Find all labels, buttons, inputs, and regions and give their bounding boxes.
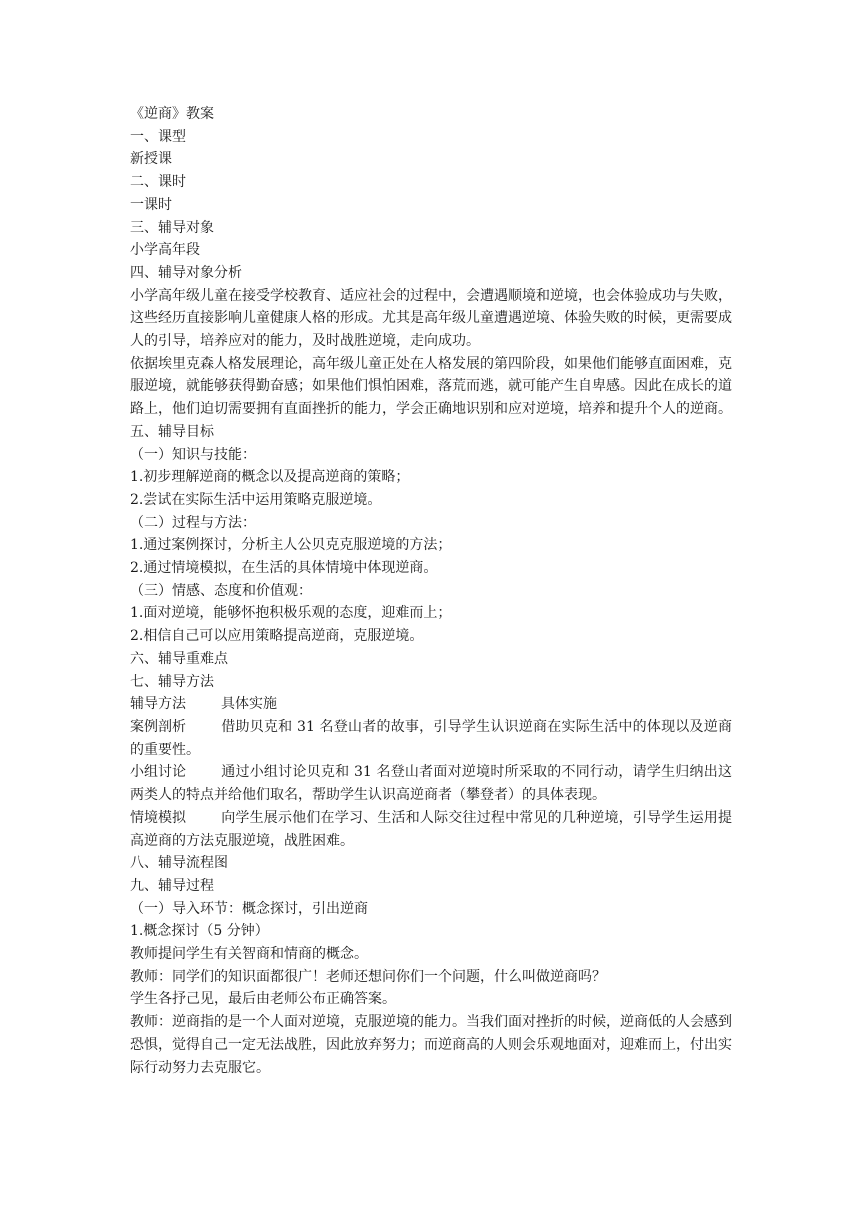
target-group-text: 小学高年段 (130, 242, 200, 259)
process-paragraph: 教师提问学生有关智商和情商的概念。 (130, 946, 368, 963)
document-title: 《逆商》教案 (130, 106, 214, 122)
process-paragraph: 教师：逆商指的是一个人面对逆境，克服逆境的能力。当我们面对挫折的时候，逆商低的人会感到恐惧，觉得自己一定无法战胜，因此放弃努力；而逆商高的人则会乐观地面对，迎难而上，付出实际行动努力去克服它。 (130, 1014, 732, 1076)
method-description: 向学生展示他们在学习、生活和人际交往过程中常见的几种逆境，引导学生运用提高逆商的方法克服逆境，战胜困难。 (130, 809, 732, 849)
goal-item: 1.面对逆境，能够怀抱积极乐观的态度，迎难而上； (130, 605, 452, 622)
goal-subheading-process: （二）过程与方法： (130, 514, 256, 531)
methods-header-method: 辅导方法 (130, 696, 186, 713)
process-item: 1.概念探讨（5 分钟） (130, 923, 269, 940)
section-heading-flowchart: 八、辅导流程图 (130, 855, 228, 872)
process-paragraph: 教师：同学们的知识面都很广！老师还想问你们一个问题，什么叫做逆商吗？ (130, 968, 606, 985)
class-hours-text: 一课时 (130, 196, 172, 213)
method-description: 借助贝克和 31 名登山者的故事，引导学生认识逆商在实际生活中的体现以及逆商的重要性。 (130, 718, 732, 758)
section-heading-target-analysis: 四、辅导对象分析 (130, 264, 242, 281)
goal-item: 2.尝试在实际生活中运用策略克服逆境。 (130, 491, 382, 508)
section-heading-goals: 五、辅导目标 (130, 423, 214, 440)
target-analysis-paragraph: 小学高年级儿童在接受学校教育、适应社会的过程中，会遭遇顺境和逆境，也会体验成功与失败，这些经历直接影响儿童健康人格的形成。尤其是高年级儿童遭遇逆境、体验失败的时候，更需要成人的引导，培养应对的能力，及时战胜逆境，走向成功。 (130, 287, 732, 350)
lesson-type-text: 新授课 (130, 151, 172, 168)
section-heading-target-group: 三、辅导对象 (130, 219, 214, 236)
section-heading-key-points: 六、辅导重难点 (130, 650, 228, 667)
section-heading-process: 九、辅导过程 (130, 877, 214, 894)
goal-subheading-knowledge: （一）知识与技能： (130, 446, 256, 463)
method-description: 通过小组讨论贝克和 31 名登山者面对逆境时所采取的不同行动，请学生归纳出这两类人的特点并给他们取名，帮助学生认识高逆商者（攀登者）的具体表现。 (130, 764, 732, 804)
method-label: 小组讨论 (130, 764, 186, 781)
methods-row (130, 807, 732, 852)
methods-header-implementation: 具体实施 (221, 696, 277, 713)
section-heading-methods: 七、辅导方法 (130, 673, 214, 690)
method-label: 情境模拟 (130, 809, 186, 826)
section-heading-lesson-type: 一、课型 (130, 128, 186, 145)
section-heading-class-hours: 二、课时 (130, 174, 186, 191)
goal-item: 1.初步理解逆商的概念以及提高逆商的策略； (130, 469, 410, 486)
method-label: 案例剖析 (130, 718, 186, 735)
methods-row (130, 716, 732, 761)
process-subheading-intro: （一）导入环节：概念探讨，引出逆商 (130, 900, 368, 917)
goal-item: 2.相信自己可以应用策略提高逆商，克服逆境。 (130, 628, 424, 645)
goal-item: 1.通过案例探讨，分析主人公贝克克服逆境的方法； (130, 537, 452, 554)
document-page (130, 103, 732, 1079)
goal-item: 2.通过情境模拟，在生活的具体情境中体现逆商。 (130, 560, 438, 577)
methods-row (130, 761, 732, 806)
methods-header-row (130, 693, 732, 716)
target-analysis-paragraph: 依据埃里克森人格发展理论，高年级儿童正处在人格发展的第四阶段，如果他们能够直面困难，克服逆境，就能够获得勤奋感；如果他们惧怕困难，落荒而逃，就可能产生自卑感。因此在成长的道路上，他们迫切需要拥有直面挫折的能力，学会正确地识别和应对逆境，培养和提升个人的逆商。 (130, 355, 732, 418)
process-paragraph: 学生各抒己见，最后由老师公布正确答案。 (130, 991, 396, 1008)
goal-subheading-attitude: （三）情感、态度和价值观： (130, 582, 312, 599)
